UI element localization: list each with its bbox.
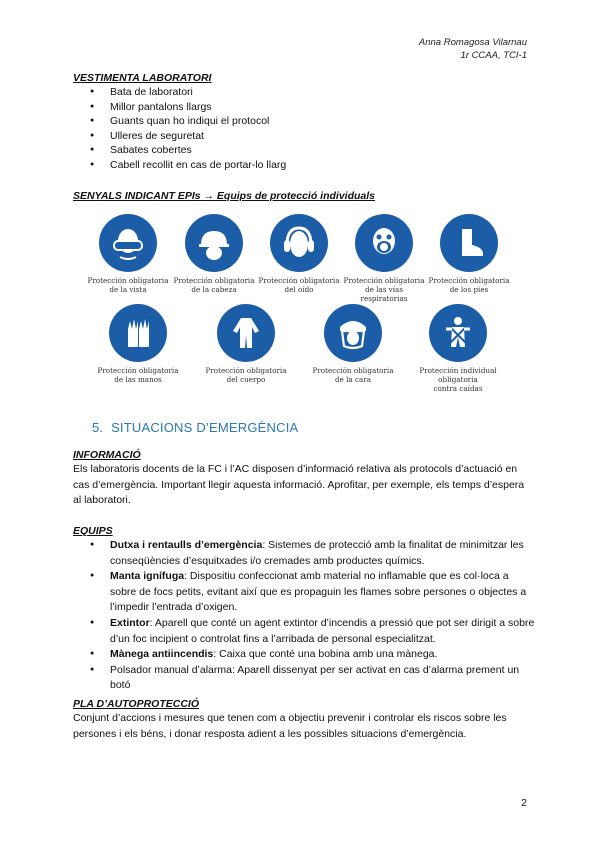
author-name: Anna Romagosa Vilarnau — [418, 37, 527, 48]
informacio-section — [73, 449, 533, 509]
sign-fall-protection: Protección individual obligatoria contra caídas — [416, 304, 500, 393]
course-name: 1r CCAA, TCI-1 — [460, 50, 527, 61]
list-item: ● Bata de laboratori — [73, 85, 533, 100]
sign-foot-protection: Protección obligatoria de los pies — [427, 214, 511, 294]
equips-list — [73, 538, 535, 694]
harness-icon — [429, 304, 487, 362]
vestimenta-list — [73, 85, 533, 173]
face-shield-icon — [324, 304, 382, 362]
sign-respiratory-protection: Protección obligatoria de las vías respiratorias — [342, 214, 426, 303]
list-item: ● Millor pantalons llargs — [73, 100, 533, 115]
vestimenta-section — [73, 72, 533, 173]
page-header — [419, 36, 527, 62]
list-item: ● Sabates cobertes — [73, 143, 533, 158]
vestimenta-title: VESTIMENTA LABORATORI — [73, 72, 212, 84]
informacio-text: Els laboratoris docents de la FC i l’AC disposen d’informació relativa als protocols d’actuació en cas d’emergència. Important llegir aquesta informació. Aprofitar, per exemple, els temps d’espera al laboratori. — [73, 463, 525, 507]
pla-title: PLA D’AUTOPROTECCIÓ — [73, 698, 200, 710]
hardhat-icon — [185, 214, 243, 272]
list-item: ● Polsador manual d’alarma: Aparell dissenyat per ser activat en cas d’alarma prement un botó — [73, 663, 535, 694]
coverall-icon — [217, 304, 275, 362]
equips-section — [73, 525, 535, 694]
section-title: SITUACIONS D’EMERGÈNCIA — [111, 420, 299, 435]
list-item: ● Cabell recollit en cas de portar-lo llarg — [73, 158, 533, 173]
sign-hand-protection: Protección obligatoria de las manos — [96, 304, 180, 384]
goggles-icon — [99, 214, 157, 272]
list-item: ● Manta ignífuga: Dispositiu confeccionat amb material no inflamable que es col·loca a sobre de focs petits, evitant així que es propaguin les flames sobre persones o objectes a l’impedir l’entrada d’oxigen. — [73, 569, 535, 616]
list-item: ● Dutxa i rentaulls d’emergència: Sistemes de protecció amb la finalitat de minimitzar les conseqüències d’esquitxades i/o cremades amb productes químics. — [73, 538, 535, 569]
informacio-title: INFORMACIÓ — [73, 449, 141, 461]
senyals-title: SENYALS INDICANT EPIs → Equips de protecció individuals — [73, 190, 376, 202]
list-item: ● Mànega antiincendis: Caixa que conté una bobina amb una mànega. — [73, 647, 535, 663]
boot-icon — [440, 214, 498, 272]
ear-protection-icon — [270, 214, 328, 272]
list-item: ● Guants quan ho indiqui el protocol — [73, 114, 533, 129]
pla-section — [73, 698, 533, 742]
sign-ear-protection: Protección obligatoria del oído — [257, 214, 341, 294]
sign-head-protection: Protección obligatoria de la cabeza — [172, 214, 256, 294]
list-item: ● Ulleres de seguretat — [73, 129, 533, 144]
gloves-icon — [109, 304, 167, 362]
section-heading — [92, 420, 298, 435]
page-number: 2 — [521, 797, 527, 809]
sign-body-protection: Protección obligatoria del cuerpo — [204, 304, 288, 384]
pla-text: Conjunt d’accions i mesures que tenen com a objectiu prevenir i controlar els riscos sobre les persones i els béns, i donar resposta adient a les possibles situacions d’emergència. — [73, 712, 507, 740]
sign-eye-protection: Protección obligatoria de la vista — [86, 214, 170, 294]
sign-face-protection: Protección obligatoria de la cara — [311, 304, 395, 384]
list-item: ● Extintor: Aparell que conté un agent extintor d’incendis a pressió que pot ser dirigit a sobre d’un foc incipient o controlat fins a l’arribada de personal especialitzat. — [73, 616, 535, 647]
section-number: 5. — [92, 420, 104, 435]
equips-title: EQUIPS — [73, 525, 113, 537]
respirator-icon — [355, 214, 413, 272]
